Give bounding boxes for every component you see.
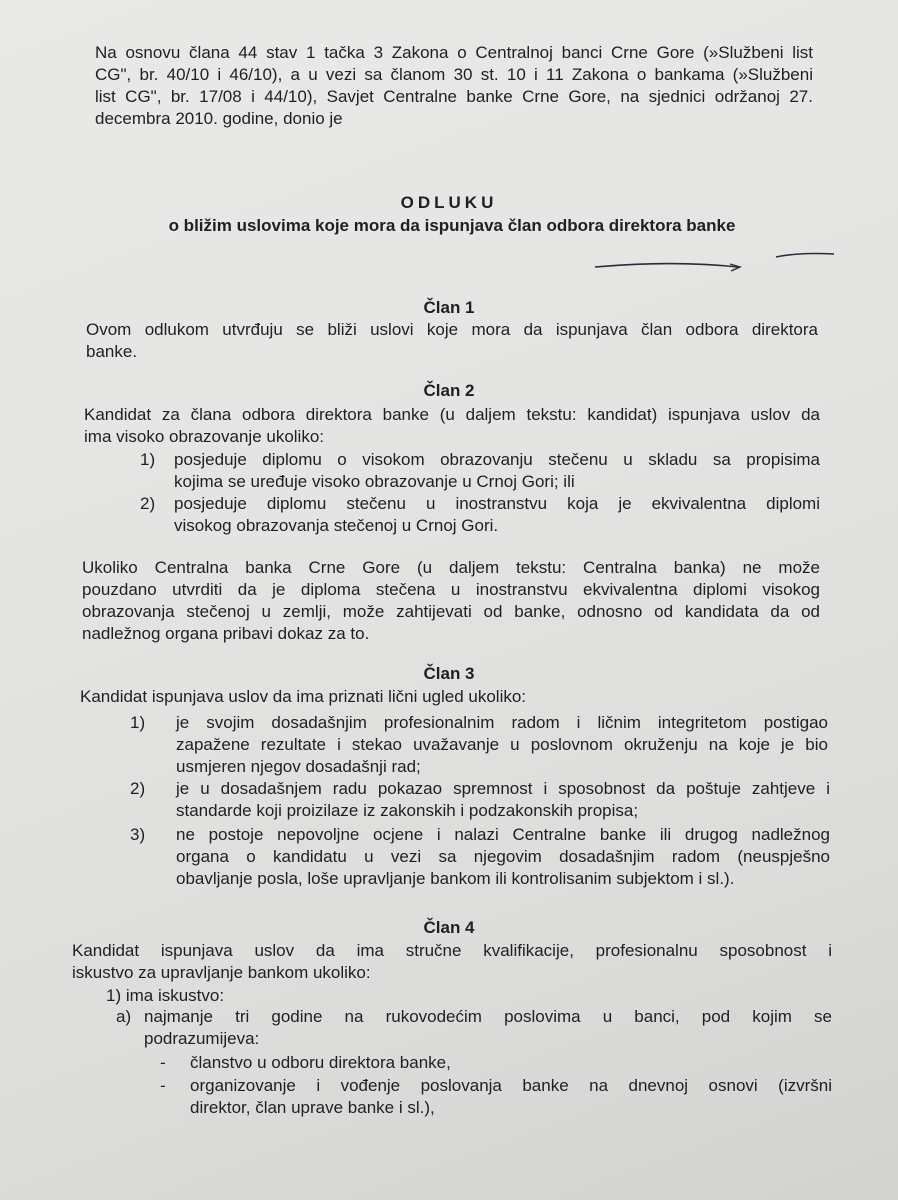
- list-item-line: usmjeren njegov dosadašnji rad;: [176, 757, 421, 776]
- preamble-line: CG", br. 40/10 i 46/10), a u vezi sa članom 30 st. 10 i 11 Zakona o bankama (»Službeni: [95, 65, 813, 84]
- preamble-line: Na osnovu člana 44 stav 1 tačka 3 Zakona o Centralnoj banci Crne Gore (»Službeni list: [95, 43, 813, 62]
- clan4-intro: [72, 940, 832, 984]
- list-item-line: posjeduje diplomu o visokom obrazovanju stečenu u skladu sa propisima: [174, 450, 820, 469]
- preamble: [95, 42, 813, 130]
- list-number: 1): [140, 450, 156, 469]
- list-item-line: je svojim dosadašnjim profesionalnim radom i ličnim integritetom postigao: [176, 713, 828, 732]
- list-item-line: direktor, član uprave banke i sl.),: [190, 1098, 435, 1117]
- list-item-line: organa o kandidatu u vezi sa njegovim dosadašnjim radom (neuspješno: [176, 847, 830, 866]
- list-item-line: zapažene rezultate i stekao uvažavanje u poslovnom okruženju na koje je bio: [176, 735, 828, 754]
- preamble-line: list CG", br. 17/08 i 44/10), Savjet Centralne banke Crne Gore, na sjednici održanoj 27.: [95, 87, 813, 106]
- clan1-text: [86, 319, 818, 363]
- paragraph-line: Ukoliko Centralna banka Crne Gore (u daljem tekstu: Centralna banka) ne može: [82, 558, 820, 577]
- clan4-intro-line: iskustvo za upravljanje bankom ukoliko:: [72, 963, 371, 982]
- list-item-line: visokog obrazovanja stečenoj u Crnoj Gori.: [174, 516, 499, 535]
- list-number: 2): [130, 779, 146, 798]
- dash-bullet: -: [160, 1076, 166, 1095]
- sub-item-line: 1) ima iskustvo:: [106, 986, 225, 1005]
- clan2-paragraph: [82, 557, 820, 645]
- clan4-intro-line: Kandidat ispunjava uslov da ima stručne kvalifikacije, profesionalnu sposobnost i: [72, 941, 832, 960]
- dash-bullet: -: [160, 1053, 166, 1072]
- preamble-line: decembra 2010. godine, donio je: [95, 109, 343, 128]
- clan1-heading: Član 1: [423, 298, 475, 317]
- list-item-line: ne postoje nepovoljne ocjene i nalazi Centralne banke ili drugog nadležnog: [176, 825, 830, 844]
- paragraph-line: obrazovanja stečenoj u zemlji, može zahtijevati od banke, odnosno od kandidata da od: [82, 602, 820, 621]
- list-item-line: organizovanje i vođenje poslovanja banke na dnevnoj osnovi (izvršni: [190, 1076, 832, 1095]
- handwritten-stroke: [590, 250, 840, 280]
- list-item-line: standarde koji proizilaze iz zakonskih i podzakonskih propisa;: [176, 801, 639, 820]
- paragraph-line: nadležnog organa pribavi dokaz za to.: [82, 624, 370, 643]
- clan3-intro: [80, 686, 820, 708]
- clan2-intro: [84, 404, 820, 448]
- clan3-intro-line: Kandidat ispunjava uslov da ima priznati lični ugled ukoliko:: [80, 687, 527, 706]
- list-item-line: članstvo u odboru direktora banke,: [190, 1053, 451, 1072]
- list-item-line: podrazumijeva:: [144, 1029, 260, 1048]
- clan4-heading: Član 4: [423, 918, 475, 937]
- document-subtitle: o bližim uslovima koje mora da ispunjava član odbora direktora banke: [168, 216, 736, 235]
- list-item-line: je u dosadašnjem radu pokazao spremnost i sposobnost da poštuje zahtjeve i: [176, 779, 830, 798]
- list-item-line: najmanje tri godine na rukovodećim poslovima u banci, pod kojim se: [144, 1007, 832, 1026]
- list-number: 1): [130, 713, 146, 732]
- clan1-line: banke.: [86, 342, 138, 361]
- list-item-line: posjeduje diplomu stečenu u inostranstvu koja je ekvivalentna diplomi: [174, 494, 820, 513]
- list-letter: a): [116, 1007, 132, 1026]
- list-number: 3): [130, 825, 146, 844]
- list-number: 2): [140, 494, 156, 513]
- list-item-line: kojima se uređuje visoko obrazovanje u Crnoj Gori; ili: [174, 472, 575, 491]
- paragraph-line: pouzdano utvrditi da je diploma stečena u inostranstvu ekvivalentna diplomi visokog: [82, 580, 820, 599]
- list-item-line: obavljanje posla, loše upravljanje bankom ili kontrolisanim subjektom i sl.).: [176, 869, 735, 888]
- clan1-line: Ovom odlukom utvrđuju se bliži uslovi koje mora da ispunjava član odbora direktora: [86, 320, 818, 339]
- document-title: ODLUKU: [400, 193, 498, 212]
- clan2-heading: Član 2: [423, 381, 475, 400]
- clan2-intro-line: Kandidat za člana odbora direktora banke (u daljem tekstu: kandidat) ispunjava uslov da: [84, 405, 820, 424]
- clan2-intro-line: ima visoko obrazovanje ukoliko:: [84, 427, 325, 446]
- clan3-heading: Član 3: [423, 664, 475, 683]
- clan4-sub1: [106, 985, 506, 1007]
